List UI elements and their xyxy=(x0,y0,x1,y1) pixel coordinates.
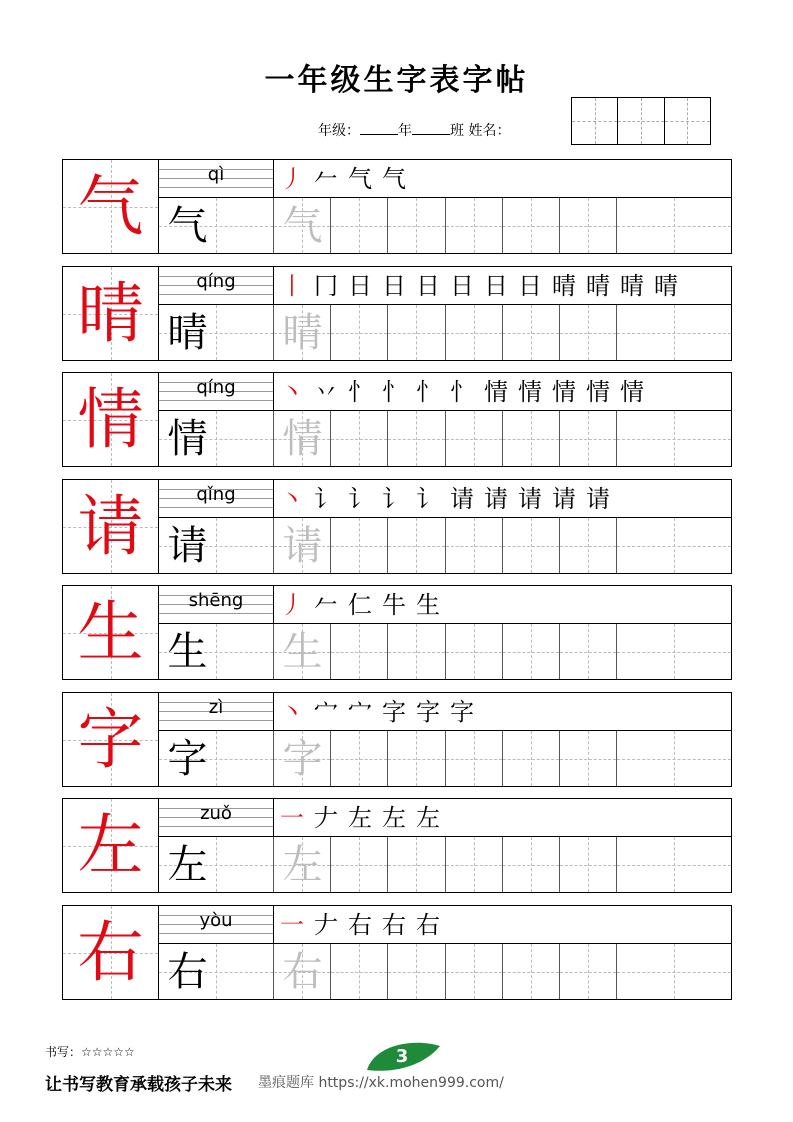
practice-cell[interactable] xyxy=(617,944,731,999)
stroke-step: 日 xyxy=(416,272,440,300)
practice-cell[interactable] xyxy=(331,198,388,253)
character-row xyxy=(62,159,732,254)
stroke-step: 𠂉 xyxy=(314,165,338,193)
practice-cell[interactable] xyxy=(503,198,560,253)
character-row xyxy=(62,905,732,1000)
stroke-step: 日 xyxy=(348,272,372,300)
practice-cell[interactable] xyxy=(274,518,331,573)
stroke-order xyxy=(274,906,731,943)
pinyin: qǐng xyxy=(196,484,236,505)
stroke-step: 晴 xyxy=(552,272,576,300)
stroke-order xyxy=(274,586,731,623)
stroke-step: 忄 xyxy=(416,378,440,406)
practice-cell[interactable] xyxy=(617,305,731,360)
pinyin: zuǒ xyxy=(200,803,232,824)
practice-cell[interactable] xyxy=(159,837,274,892)
stroke-step: 请 xyxy=(450,485,474,513)
slogan: 让书写教育承载孩子未来 xyxy=(45,1075,232,1095)
model-character: 晴 xyxy=(167,310,208,356)
stroke-step: 日 xyxy=(484,272,508,300)
stroke-step: 字 xyxy=(382,698,406,726)
practice-cell[interactable] xyxy=(503,731,560,786)
stroke-step: 讠 xyxy=(314,485,338,513)
big-character-cell xyxy=(63,799,159,892)
practice-cell[interactable] xyxy=(159,731,274,786)
big-character-cell xyxy=(63,267,159,360)
big-character: 生 xyxy=(77,594,144,671)
model-character: 右 xyxy=(167,949,208,995)
stroke-step: 讠 xyxy=(416,485,440,513)
stroke-step: 情 xyxy=(484,378,508,406)
stroke-order xyxy=(274,799,731,836)
stroke-step: 仁 xyxy=(348,591,372,619)
pinyin-box xyxy=(159,586,274,623)
page-title: 一年级生字表字帖 xyxy=(264,63,529,98)
practice-cell[interactable] xyxy=(560,411,617,466)
practice-cell[interactable] xyxy=(617,731,731,786)
practice-cell[interactable] xyxy=(503,518,560,573)
class-label: 班 xyxy=(450,123,464,139)
trace-character: 情 xyxy=(282,416,323,462)
stroke-step: 请 xyxy=(586,485,610,513)
practice-cell[interactable] xyxy=(617,837,731,892)
character-row xyxy=(62,692,732,787)
practice-cell[interactable] xyxy=(617,411,731,466)
stroke-step: 情 xyxy=(586,378,610,406)
practice-cell[interactable] xyxy=(560,837,617,892)
stroke-step: 宀 xyxy=(348,698,372,726)
pinyin-box xyxy=(159,693,274,730)
practice-grid xyxy=(159,623,731,679)
stroke-step: 请 xyxy=(484,485,508,513)
practice-cell[interactable] xyxy=(617,198,731,253)
practice-cell[interactable] xyxy=(331,305,388,360)
big-character-cell xyxy=(63,480,159,573)
stroke-step: 冂 xyxy=(314,272,338,300)
stroke-step: 气 xyxy=(382,165,406,193)
practice-cell[interactable] xyxy=(446,411,503,466)
practice-cell[interactable] xyxy=(274,198,331,253)
stroke-step: 𠂇 xyxy=(314,911,338,939)
practice-cell[interactable] xyxy=(388,198,445,253)
practice-cell[interactable] xyxy=(274,411,331,466)
practice-grid xyxy=(159,943,731,999)
pinyin: shēng xyxy=(188,590,244,611)
practice-cell[interactable] xyxy=(503,305,560,360)
stroke-step: 情 xyxy=(518,378,542,406)
practice-cell[interactable] xyxy=(446,837,503,892)
pinyin: qì xyxy=(207,164,225,185)
stroke-step: 丿 xyxy=(280,591,304,619)
practice-cell[interactable] xyxy=(503,624,560,679)
stroke-step: 情 xyxy=(620,378,644,406)
model-character: 请 xyxy=(167,523,208,569)
big-character: 气 xyxy=(77,168,144,245)
practice-cell[interactable] xyxy=(331,411,388,466)
name-grid[interactable] xyxy=(571,97,711,145)
practice-cell[interactable] xyxy=(331,624,388,679)
pinyin-box xyxy=(159,906,274,943)
character-row xyxy=(62,266,732,361)
practice-grid xyxy=(159,304,731,360)
stroke-step: 丿 xyxy=(280,165,304,193)
pinyin-box xyxy=(159,373,274,410)
name-cell[interactable] xyxy=(665,98,710,144)
practice-cell[interactable] xyxy=(159,305,274,360)
site-url: 墨痕题库 https://xk.mohen999.com/ xyxy=(258,1075,504,1091)
stroke-step: 丶 xyxy=(280,378,304,406)
stroke-step: 请 xyxy=(518,485,542,513)
stroke-step: 右 xyxy=(416,911,440,939)
stroke-order xyxy=(274,267,731,304)
stroke-step: 左 xyxy=(382,804,406,832)
practice-cell[interactable] xyxy=(331,837,388,892)
stroke-step: 情 xyxy=(552,378,576,406)
model-character: 气 xyxy=(167,203,208,249)
practice-cell[interactable] xyxy=(446,624,503,679)
big-character: 右 xyxy=(77,914,144,991)
practice-cell[interactable] xyxy=(560,518,617,573)
stroke-step: 一 xyxy=(280,804,304,832)
big-character-cell xyxy=(63,693,159,786)
trace-character: 字 xyxy=(282,736,323,782)
practice-cell[interactable] xyxy=(446,518,503,573)
practice-grid xyxy=(159,836,731,892)
stroke-step: 一 xyxy=(280,911,304,939)
practice-cell[interactable] xyxy=(617,624,731,679)
practice-cell[interactable] xyxy=(331,944,388,999)
big-character: 请 xyxy=(77,488,144,565)
stroke-step: 晴 xyxy=(654,272,678,300)
big-character: 晴 xyxy=(77,275,144,352)
practice-cell[interactable] xyxy=(446,198,503,253)
stroke-step: 𠂇 xyxy=(314,804,338,832)
practice-cell[interactable] xyxy=(503,411,560,466)
practice-grid xyxy=(159,517,731,573)
pinyin: qíng xyxy=(196,377,236,398)
practice-cell[interactable] xyxy=(388,944,445,999)
pinyin-box xyxy=(159,267,274,304)
practice-cell[interactable] xyxy=(388,411,445,466)
big-character: 字 xyxy=(77,701,144,778)
pinyin-box xyxy=(159,480,274,517)
stroke-step: 牛 xyxy=(382,591,406,619)
stroke-step: 左 xyxy=(416,804,440,832)
big-character-cell xyxy=(63,160,159,253)
trace-character: 右 xyxy=(282,949,323,995)
stroke-order xyxy=(274,480,731,517)
model-character: 情 xyxy=(167,416,208,462)
stroke-order xyxy=(274,373,731,410)
stroke-step: 丶 xyxy=(280,698,304,726)
stroke-step: 晴 xyxy=(620,272,644,300)
stroke-step: 生 xyxy=(416,591,440,619)
practice-cell[interactable] xyxy=(446,944,503,999)
stroke-step: 左 xyxy=(348,804,372,832)
big-character: 左 xyxy=(77,807,144,884)
stroke-step: 丨 xyxy=(280,272,304,300)
practice-cell[interactable] xyxy=(388,518,445,573)
big-character: 情 xyxy=(77,381,144,458)
practice-grid xyxy=(159,730,731,786)
writing-rating: 书写：☆☆☆☆☆ xyxy=(45,1045,135,1059)
stroke-step: 右 xyxy=(382,911,406,939)
stroke-step: 忄 xyxy=(450,378,474,406)
practice-cell[interactable] xyxy=(617,518,731,573)
trace-character: 生 xyxy=(282,629,323,675)
name-cell[interactable] xyxy=(618,98,664,144)
stroke-step: 气 xyxy=(348,165,372,193)
practice-cell[interactable] xyxy=(274,944,331,999)
model-character: 字 xyxy=(167,736,208,782)
practice-cell[interactable] xyxy=(274,837,331,892)
student-info xyxy=(318,120,510,140)
big-character-cell xyxy=(63,586,159,679)
character-row xyxy=(62,479,732,574)
trace-character: 请 xyxy=(282,523,323,569)
grade-label: 年级： xyxy=(318,123,360,139)
stroke-step: 字 xyxy=(450,698,474,726)
practice-cell[interactable] xyxy=(503,837,560,892)
pinyin-box xyxy=(159,799,274,836)
pinyin: zì xyxy=(208,697,224,718)
stroke-step: 𠂉 xyxy=(314,591,338,619)
practice-cell[interactable] xyxy=(560,731,617,786)
stroke-step: 忄 xyxy=(382,378,406,406)
practice-cell[interactable] xyxy=(560,944,617,999)
stroke-step: 日 xyxy=(382,272,406,300)
stroke-step: 请 xyxy=(552,485,576,513)
stroke-order xyxy=(274,693,731,730)
practice-cell[interactable] xyxy=(159,411,274,466)
name-label: 姓名： xyxy=(468,123,511,139)
pinyin-box xyxy=(159,160,274,197)
practice-cell[interactable] xyxy=(274,731,331,786)
stroke-step: 丷 xyxy=(314,378,338,406)
practice-cell[interactable] xyxy=(560,198,617,253)
character-row xyxy=(62,372,732,467)
model-character: 生 xyxy=(167,629,208,675)
practice-cell[interactable] xyxy=(388,837,445,892)
practice-cell[interactable] xyxy=(560,624,617,679)
stroke-order xyxy=(274,160,731,197)
character-row xyxy=(62,585,732,680)
practice-cell[interactable] xyxy=(159,624,274,679)
trace-character: 晴 xyxy=(282,310,323,356)
stroke-step: 丶 xyxy=(280,485,304,513)
year-label: 年 xyxy=(398,123,412,139)
stroke-step: 晴 xyxy=(586,272,610,300)
character-row xyxy=(62,798,732,893)
stroke-step: 讠 xyxy=(348,485,372,513)
practice-cell[interactable] xyxy=(388,305,445,360)
practice-cell[interactable] xyxy=(274,624,331,679)
practice-cell[interactable] xyxy=(159,518,274,573)
stroke-step: 字 xyxy=(416,698,440,726)
big-character-cell xyxy=(63,906,159,999)
name-cell[interactable] xyxy=(572,98,618,144)
stroke-step: 宀 xyxy=(314,698,338,726)
stroke-step: 讠 xyxy=(382,485,406,513)
pinyin: qíng xyxy=(196,271,236,292)
practice-grid xyxy=(159,410,731,466)
class-blank[interactable] xyxy=(412,122,450,135)
practice-cell[interactable] xyxy=(446,731,503,786)
practice-cell[interactable] xyxy=(331,518,388,573)
trace-character: 左 xyxy=(282,842,323,888)
practice-cell[interactable] xyxy=(503,944,560,999)
big-character-cell xyxy=(63,373,159,466)
stroke-step: 右 xyxy=(348,911,372,939)
trace-character: 气 xyxy=(282,203,323,249)
practice-cell[interactable] xyxy=(159,944,274,999)
stroke-step: 日 xyxy=(518,272,542,300)
stroke-step: 忄 xyxy=(348,378,372,406)
practice-cell[interactable] xyxy=(388,731,445,786)
practice-grid xyxy=(159,197,731,253)
practice-cell[interactable] xyxy=(560,305,617,360)
practice-cell[interactable] xyxy=(388,624,445,679)
practice-cell[interactable] xyxy=(331,731,388,786)
practice-cell[interactable] xyxy=(274,305,331,360)
model-character: 左 xyxy=(167,842,208,888)
pinyin: yòu xyxy=(199,910,233,931)
practice-cell[interactable] xyxy=(159,198,274,253)
page-number: 3 xyxy=(395,1046,409,1067)
stroke-step: 日 xyxy=(450,272,474,300)
practice-cell[interactable] xyxy=(446,305,503,360)
grade-blank[interactable] xyxy=(360,122,398,135)
